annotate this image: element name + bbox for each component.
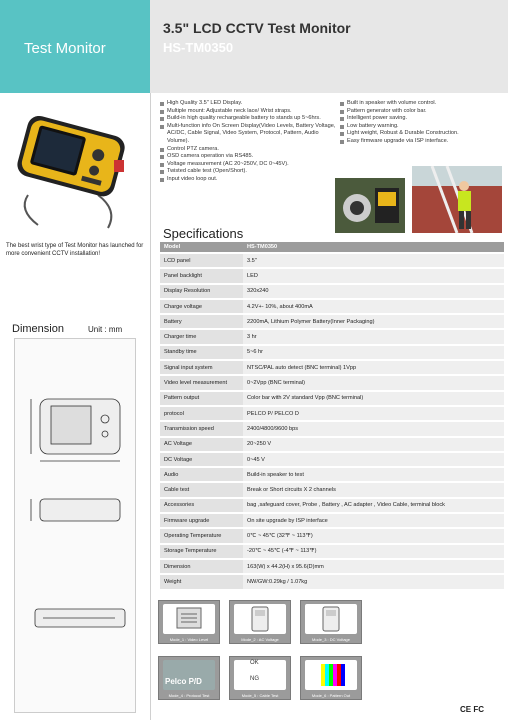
- feature-item: Twisted cable test (Open/Short).: [160, 168, 340, 176]
- spec-value: 3.5": [243, 253, 504, 268]
- ng-label: NG: [250, 676, 259, 682]
- spec-value: 4.2V+- 10%, about 400mA: [243, 299, 504, 314]
- spec-value: PELCO P/ PELCO D: [243, 406, 504, 421]
- spec-value: On site upgrade by ISP interface: [243, 513, 504, 528]
- spec-value: NTSC/PAL auto detect (BNC terminal) 1Vpp: [243, 360, 504, 375]
- table-row: [160, 513, 504, 528]
- cable-test-image: [234, 660, 286, 690]
- ok-label: OK: [250, 660, 259, 666]
- spec-value: 2400/4800/9600 bps: [243, 421, 504, 436]
- product-image: [8, 100, 133, 230]
- spec-key: Transmission speed: [160, 421, 243, 436]
- divider: [150, 93, 151, 720]
- mode-pattern-out: [300, 656, 362, 700]
- table-row: [160, 253, 504, 268]
- spec-key: DC Voltage: [160, 452, 243, 467]
- dimension-title: Dimension: [12, 323, 64, 335]
- feature-item: Light weight, Robust & Durable Construction.: [340, 130, 505, 138]
- specs-table: [160, 242, 504, 591]
- spec-value: 0℃ ~ 45℃ (32℉ ~ 113℉): [243, 528, 504, 543]
- spec-key: Firmware upgrade: [160, 513, 243, 528]
- spec-value: HS-TM0350: [243, 242, 504, 253]
- product-model: HS-TM0350: [163, 40, 234, 55]
- color-bar-icon: [305, 660, 357, 690]
- table-row: [160, 559, 504, 574]
- table-row: [160, 406, 504, 421]
- spec-key: Dimension: [160, 559, 243, 574]
- spec-key: AC Voltage: [160, 437, 243, 452]
- table-row: [160, 268, 504, 283]
- mode-label: Mode_1 : Video Level: [169, 637, 209, 642]
- table-row: [160, 544, 504, 559]
- table-row: [160, 482, 504, 497]
- spec-value: Break or Short circuits X 2 channels: [243, 482, 504, 497]
- certification-marks: CE FC: [460, 705, 484, 714]
- mode-label: Mode_3 : DC Voltage: [311, 637, 351, 642]
- spec-value: 320x240: [243, 284, 504, 299]
- spec-key: Audio: [160, 467, 243, 482]
- usage-photo-technician: [412, 166, 502, 233]
- spec-value: 0~45 V: [243, 452, 504, 467]
- brand-banner: [0, 0, 150, 93]
- table-row: [160, 391, 504, 406]
- spec-key: Video level measurement: [160, 375, 243, 390]
- spec-key: Panel backlight: [160, 268, 243, 283]
- feature-item: Pattern generator with color bar.: [340, 108, 505, 116]
- spec-key: Weight: [160, 574, 243, 589]
- mode-overlay: Pelco P/D: [165, 677, 202, 686]
- spec-value: NW/GW:0.29kg / 1.07kg: [243, 574, 504, 589]
- table-row: [160, 421, 504, 436]
- feature-item: OSD camera operation via RS485.: [160, 153, 340, 161]
- mode-video-level: [158, 600, 220, 644]
- table-header: [160, 242, 504, 253]
- table-row: [160, 360, 504, 375]
- spec-key: Cable test: [160, 482, 243, 497]
- feature-item: Voltage measurement (AC 20~250V, DC 0~45V).: [160, 161, 340, 169]
- table-row: [160, 528, 504, 543]
- meter-icon: [234, 604, 286, 634]
- product-title: 3.5" LCD CCTV Test Monitor: [163, 20, 351, 36]
- table-row: [160, 498, 504, 513]
- monitor-icon: [163, 604, 215, 634]
- spec-value: LED: [243, 268, 504, 283]
- feature-item: Built in speaker with volume control.: [340, 100, 505, 108]
- table-row: [160, 299, 504, 314]
- table-row: [160, 284, 504, 299]
- spec-value: 20~250 V: [243, 437, 504, 452]
- feature-item: High Quality 3.5" LED Display.: [160, 100, 340, 108]
- spec-key: LCD panel: [160, 253, 243, 268]
- mode-label: Mode_6 : Pattern Out: [311, 693, 351, 698]
- spec-key: Signal input system: [160, 360, 243, 375]
- spec-key: protocol: [160, 406, 243, 421]
- mode-protocol-test: [158, 656, 220, 700]
- spec-key: Pattern output: [160, 391, 243, 406]
- table-row: [160, 452, 504, 467]
- spec-value: Build-in speaker to test: [243, 467, 504, 482]
- spec-key: Operating Temperature: [160, 528, 243, 543]
- feature-item: Multiple mount: Adjustable neck lace/ Wrist straps.: [160, 108, 340, 116]
- spec-value: 2200mA, Lithium Polymer Battery(Inner Packaging): [243, 314, 504, 329]
- features-right: [340, 100, 505, 146]
- spec-key: Model: [160, 242, 243, 253]
- spec-key: Storage Temperature: [160, 544, 243, 559]
- brand-label: Test Monitor: [24, 40, 106, 57]
- mode-cable-test: [229, 656, 291, 700]
- spec-value: bag ,safeguard cover, Probe , Battery , AC adapter , Video Cable, terminal block: [243, 498, 504, 513]
- spec-value: Color bar with 2V standard Vpp (BNC terminal): [243, 391, 504, 406]
- spec-value: 3 hr: [243, 329, 504, 344]
- spec-value: -20℃ ~ 45℃ (-4℉ ~ 113℉): [243, 544, 504, 559]
- spec-key: Battery: [160, 314, 243, 329]
- mode-label: Mode_4 : Protocol Test: [168, 693, 210, 698]
- table-row: [160, 345, 504, 360]
- usage-photo-camera: [335, 178, 405, 233]
- dimension-diagram: [15, 339, 135, 712]
- table-row: [160, 574, 504, 589]
- mode-label: Mode_2 : AC Voltage: [241, 637, 279, 642]
- table-row: [160, 375, 504, 390]
- features-left: [160, 100, 340, 184]
- mode-ac-voltage: [229, 600, 291, 644]
- specs-title: Specifications: [163, 226, 244, 241]
- spec-key: Accessories: [160, 498, 243, 513]
- table-row: [160, 329, 504, 344]
- feature-item: Multi-function info On Screen Display(Video Levels, Battery Voltage, AC/DC, Cable Signal, Video System, Protocol, Pattern, Audio Volume).: [160, 123, 340, 146]
- feature-item: Control PTZ camera.: [160, 146, 340, 154]
- spec-key: Display Resolution: [160, 284, 243, 299]
- feature-item: Easy firmware upgrade via ISP interface.: [340, 138, 505, 146]
- feature-item: Input video loop out.: [160, 176, 340, 184]
- spec-key: Charger time: [160, 329, 243, 344]
- mode-label: Mode_5 : Cable Test: [241, 693, 279, 698]
- dimension-unit: Unit : mm: [88, 325, 123, 334]
- feature-item: Build-in high quality rechargeable battery to stands up 5~6hrs.: [160, 115, 340, 123]
- spec-value: 5~6 hr: [243, 345, 504, 360]
- dimension-drawing: [14, 338, 136, 713]
- table-row: [160, 437, 504, 452]
- product-caption: The best wrist type of Test Monitor has launched for more convenient CCTV installation!: [6, 243, 144, 257]
- meter-icon: [305, 604, 357, 634]
- feature-item: Low battery warning.: [340, 123, 505, 131]
- spec-value: 0~2Vpp (BNC terminal): [243, 375, 504, 390]
- spec-value: 163(W) x 44.2(H) x 95.6(D)mm: [243, 559, 504, 574]
- mode-dc-voltage: [300, 600, 362, 644]
- feature-item: Intelligent power saving.: [340, 115, 505, 123]
- spec-key: Standby time: [160, 345, 243, 360]
- table-row: [160, 314, 504, 329]
- spec-key: Charge voltage: [160, 299, 243, 314]
- table-row: [160, 467, 504, 482]
